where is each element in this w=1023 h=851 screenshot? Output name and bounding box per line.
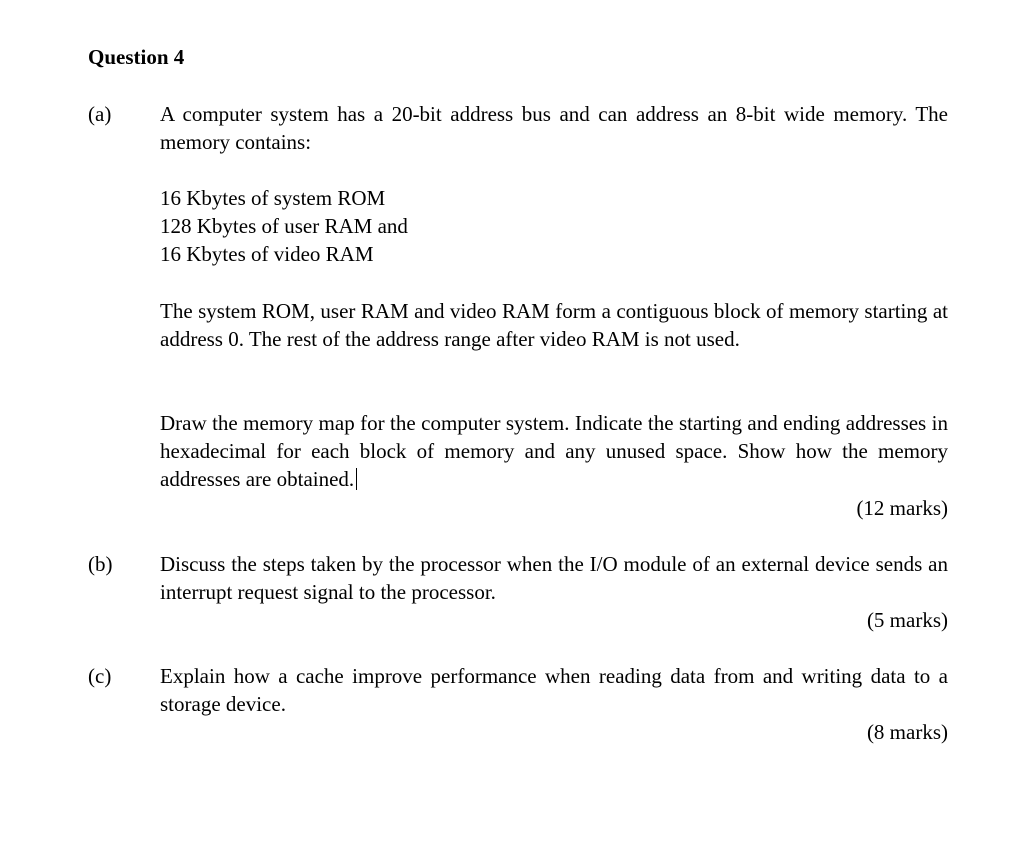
memory-item-user-ram: 128 Kbytes of user RAM and <box>160 214 408 238</box>
part-a-marks: (12 marks) <box>856 496 948 520</box>
part-b-marks: (5 marks) <box>866 608 948 632</box>
memory-list <box>160 184 948 268</box>
part-b-label: (b) <box>88 552 113 576</box>
part-a-instruction <box>160 409 948 493</box>
text-cursor <box>356 468 357 490</box>
memory-item-video-ram: 16 Kbytes of video RAM <box>160 242 374 266</box>
part-c-label: (c) <box>88 664 112 688</box>
part-b-text: Discuss the steps taken by the processor when the I/O module of an external device sends an interrupt request signal to the processor. <box>160 552 948 604</box>
part-c-marks: (8 marks) <box>866 720 948 744</box>
part-a-intro: A computer system has a 20-bit address bus and can address an 8-bit wide memory. The memory contains: <box>160 102 948 154</box>
part-a-layout-text: The system ROM, user RAM and video RAM form a contiguous block of memory starting at address 0. The rest of the address range after video RAM is not used. <box>160 299 948 351</box>
question-title: Question 4 <box>88 45 185 69</box>
part-a-instruction-text: Draw the memory map for the computer system. Indicate the starting and ending addresses in hexadecimal for each block of memory and any unused space. Show how the memory addresses are obtained. <box>160 411 948 491</box>
part-c-text: Explain how a cache improve performance when reading data from and writing data to a storage device. <box>160 664 948 716</box>
part-a-label: (a) <box>88 102 112 126</box>
memory-item-system-rom: 16 Kbytes of system ROM <box>160 186 386 210</box>
